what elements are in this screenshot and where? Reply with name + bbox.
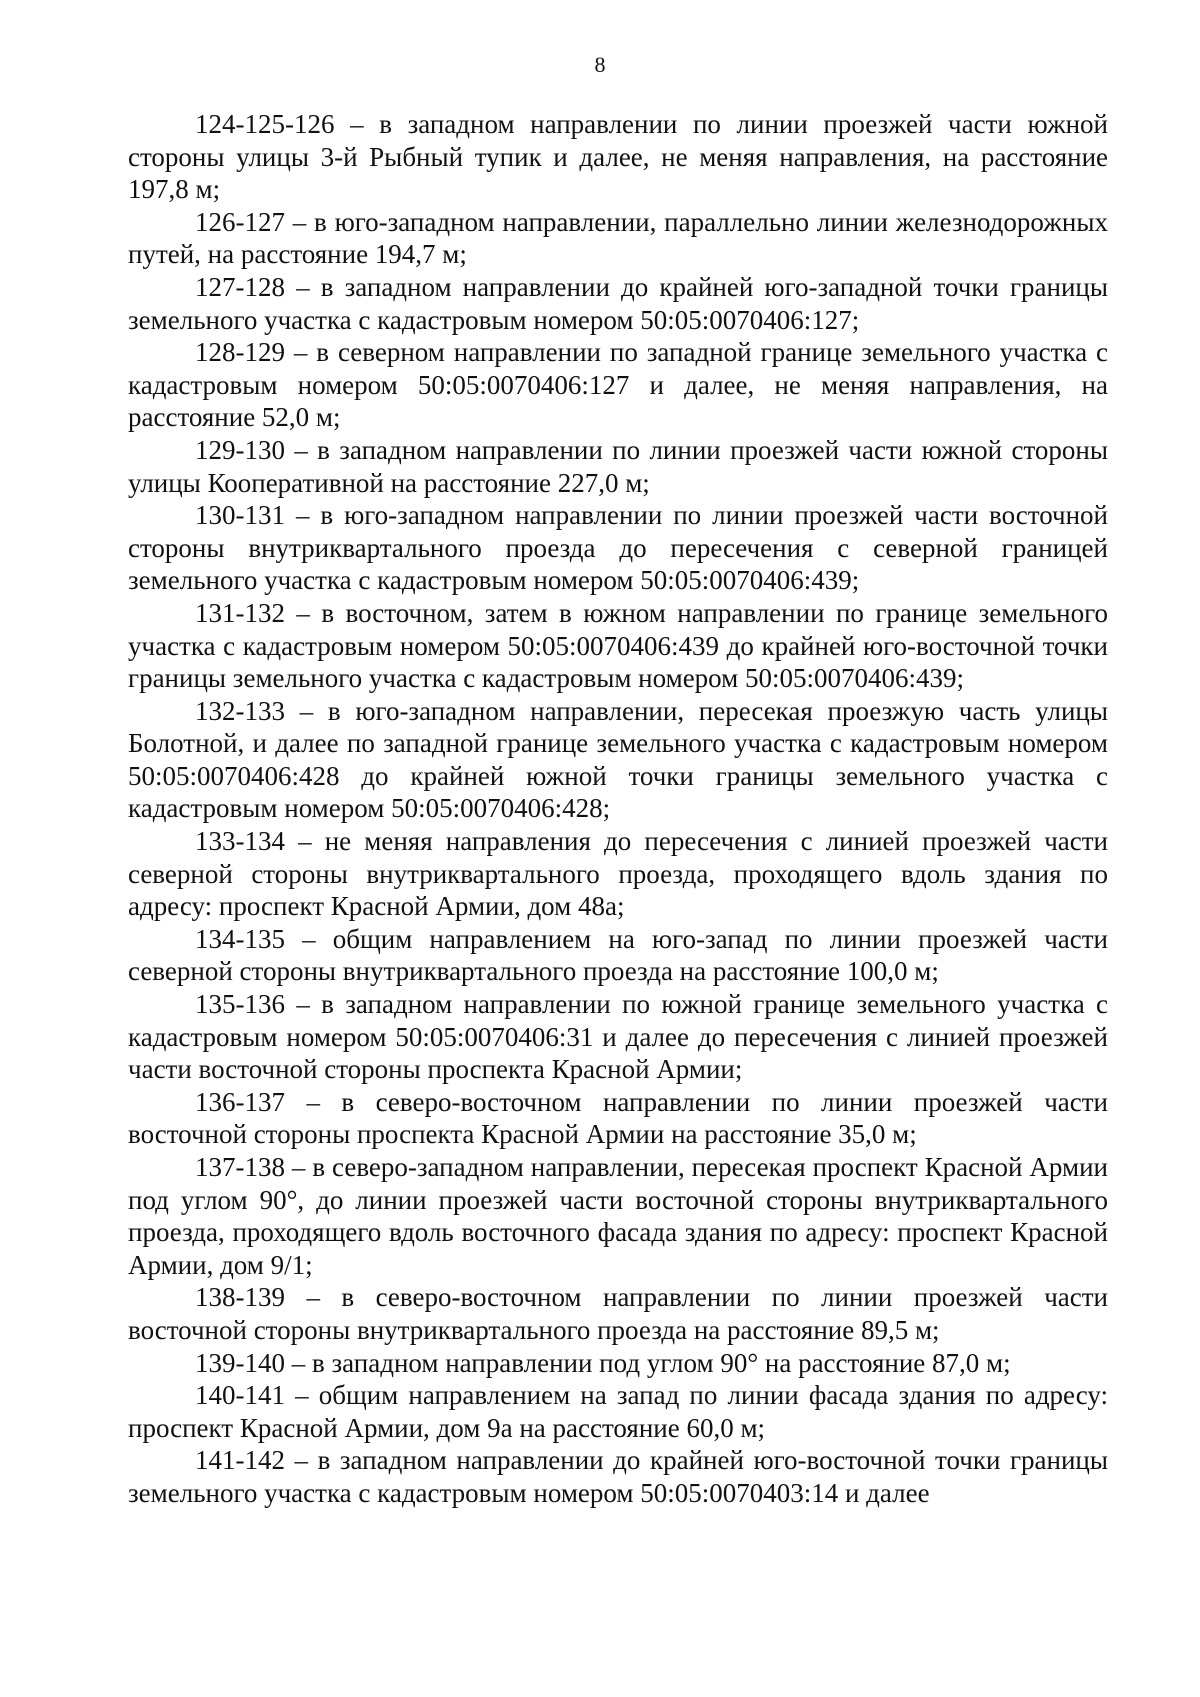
paragraph-124-126: 124-125-126 – в западном направлении по линии проезжей части южной стороны улицы 3-й Рыбный тупик и далее, не меняя направления, на расстояние 197,8 м; <box>128 109 1108 205</box>
paragraph-130-131: 130-131 – в юго-западном направлении по линии проезжей части восточной стороны внутриквартального проезда до пересечения с северной границей земельного участка с кадастровым номером 50:05:0070406:439; <box>128 500 1108 596</box>
document-body <box>128 108 1108 1510</box>
paragraph-127-128: 127-128 – в западном направлении до крайней юго-западной точки границы земельного участка с кадастровым номером 50:05:0070406:127; <box>128 271 1108 335</box>
page-number: 8 <box>594 52 606 77</box>
paragraph-131-132: 131-132 – в восточном, затем в южном направлении по границе земельного участка с кадастровым номером 50:05:0070406:439 до крайней юго-восточной точки границы земельного участка с кадастровым номером 50:05:0070406:439; <box>128 597 1108 694</box>
paragraph-126-127: 126-127 – в юго-западном направлении, параллельно линии железнодорожных путей, на расстояние 194,7 м; <box>128 206 1108 270</box>
paragraph-129-130: 129-130 – в западном направлении по линии проезжей части южной стороны улицы Кооперативной на расстояние 227,0 м; <box>128 434 1108 498</box>
paragraph-141-142: 141-142 – в западном направлении до крайней юго-восточной точки границы земельного участка с кадастровым номером 50:05:0070403:14 и далее <box>128 1445 1108 1508</box>
paragraph-132-133: 132-133 – в юго-западном направлении, пересекая проезжую часть улицы Болотной, и далее по западной границе земельного участка с кадастровым номером 50:05:0070406:428 до крайней южной точки границы земельного участка с кадастровым номером 50:05:0070406:428; <box>128 695 1108 824</box>
paragraph-134-135: 134-135 – общим направлением на юго-запад по линии проезжей части северной стороны внутриквартального проезда на расстояние 100,0 м; <box>128 923 1108 987</box>
paragraph-128-129: 128-129 – в северном направлении по западной границе земельного участка с кадастровым номером 50:05:0070406:127 и далее, не меняя направления, на расстояние 52,0 м; <box>128 337 1108 433</box>
paragraph-135-136: 135-136 – в западном направлении по южной границе земельного участка с кадастровым номером 50:05:0070406:31 и далее до пересечения с линией проезжей части восточной стороны проспекта Красной Армии; <box>128 989 1108 1085</box>
paragraph-133-134: 133-134 – не меняя направления до пересечения с линией проезжей части северной стороны внутриквартального проезда, проходящего вдоль здания по адресу: проспект Красной Армии, дом 48а; <box>128 826 1108 922</box>
paragraph-136-137: 136-137 – в северо-восточном направлении по линии проезжей части восточной стороны проспекта Красной Армии на расстояние 35,0 м; <box>128 1086 1108 1150</box>
paragraph-140-141: 140-141 – общим направлением на запад по линии фасада здания по адресу: проспект Красной Армии, дом 9а на расстояние 60,0 м; <box>128 1380 1108 1443</box>
paragraph-138-139: 138-139 – в северо-восточном направлении по линии проезжей части восточной стороны внутриквартального проезда на расстояние 89,5 м; <box>128 1282 1108 1345</box>
paragraph-137-138: 137-138 – в северо-западном направлении, пересекая проспект Красной Армии под углом 90°, до линии проезжей части восточной стороны внутриквартального проезда, проходящего вдоль восточного фасада здания по адресу: проспект Красной Армии, дом 9/1; <box>128 1152 1108 1280</box>
paragraph-139-140: 139-140 – в западном направлении под углом 90° на расстояние 87,0 м; <box>195 1347 1011 1378</box>
